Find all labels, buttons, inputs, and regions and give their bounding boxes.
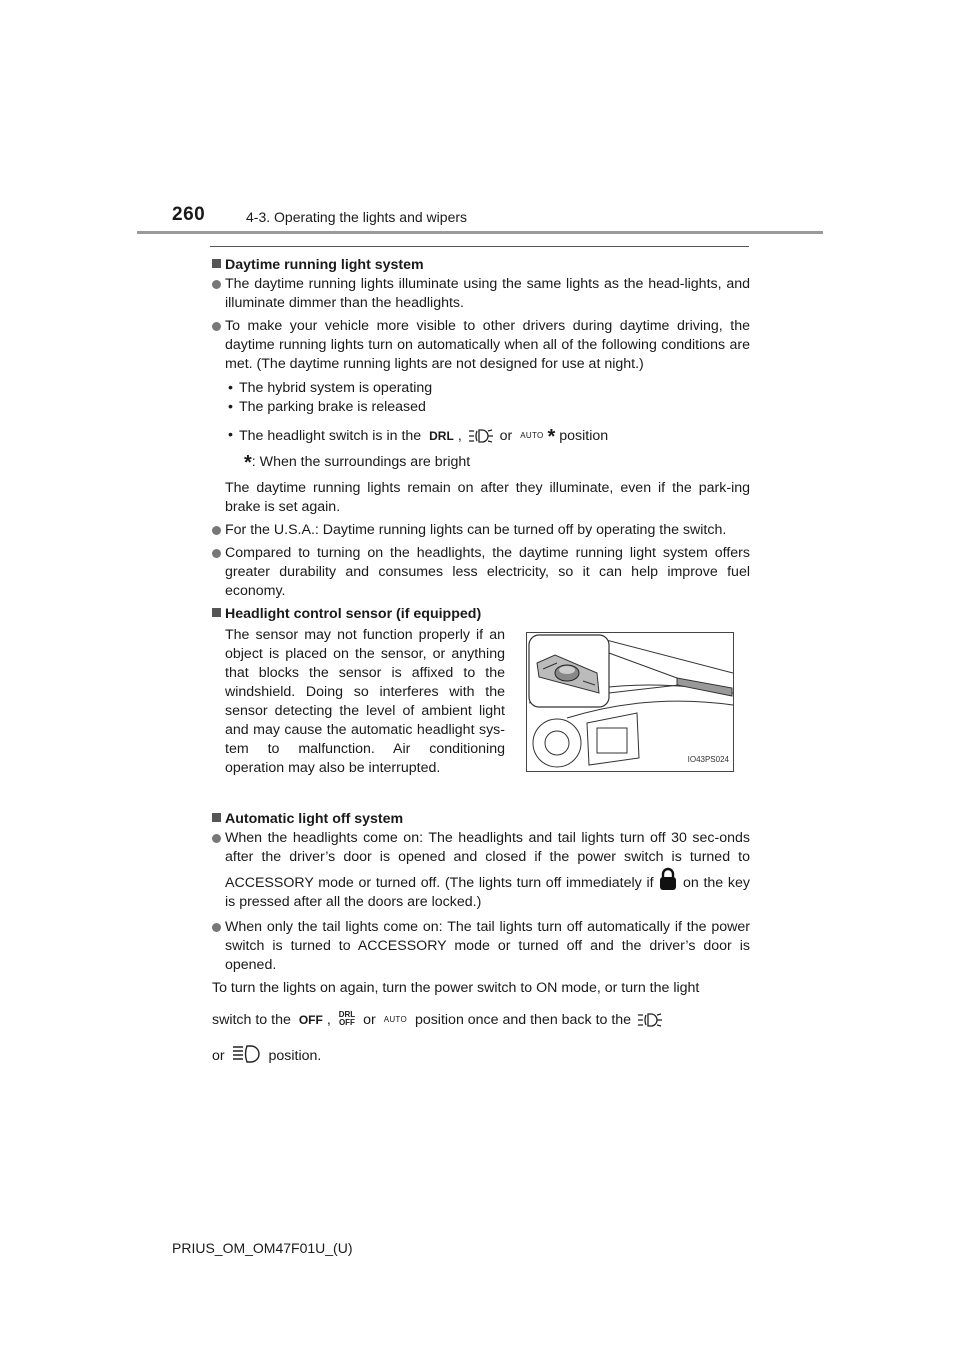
off-switch-label: OFF [298, 1013, 323, 1027]
round-bullet-icon [212, 834, 221, 843]
lock-icon [658, 867, 678, 891]
footnote: *: When the surroundings are bright [244, 452, 471, 474]
page-content [212, 256, 750, 1066]
round-bullet-icon [212, 322, 221, 331]
page-number: 260 [172, 204, 206, 225]
header-rule [137, 231, 823, 234]
daytime-bullet-3: For the U.S.A.: Daytime running lights can be turned off by operating the switch. [212, 521, 750, 540]
round-bullet-icon [212, 923, 221, 932]
sensor-section [212, 626, 750, 806]
daytime-bullet-2: To make your vehicle more visible to other drivers during daytime driving, the daytime running lights turn on automatically when all of the following conditions are met. (The daytime running lights are not designed for use at night.) [212, 317, 750, 374]
section-title: 4-3. Operating the lights and wipers [246, 209, 468, 225]
daytime-note: The daytime running lights remain on after they illuminate, even if the park-ing brake is set again. [225, 480, 750, 515]
page-header [0, 0, 960, 240]
sensor-text: The sensor may not function properly if an object is placed on the sensor, or anything that blocks the sensor is affixed to the windshield. Doing so interferes with the sensor detecting the level of ambient light and may cause the automatic headlight sys-tem to malfunction. Air conditioning operation may also be interrupted. [225, 627, 505, 776]
headlight-icon [635, 1012, 665, 1028]
daytime-bullet-1: The daytime running lights illuminate using the same lights as the head-lights, and illuminate dimmer than the headlights. [212, 275, 750, 313]
auto-switch-label: AUTO [520, 431, 544, 440]
headlight-icon [466, 428, 496, 444]
autooff-bullet-2: When only the tail lights come on: The tail lights turn off automatically if the power switch is turned to ACCESSORY mode or turned off and the driver’s door is opened. [212, 918, 750, 975]
autooff-bullet-1: When the headlights come on: The headlights and tail lights turn off 30 sec-onds after the driver’s door is opened and closed if the power switch is turned to ACCESSORY mode or turned off. (The lights turn off immediately if on the key is pressed after all the doors are locked.) [212, 829, 750, 912]
relight-text-2: switch to the OFF , DRL OFF or AUTO position once and then back to the [212, 1010, 750, 1030]
round-bullet-icon [212, 549, 221, 558]
document-code: PRIUS_OM_OM47F01U_(U) [172, 1240, 353, 1256]
sensor-figure [526, 632, 734, 772]
condition-3: • The headlight switch is in the DRL , or AUTO * position [228, 426, 609, 448]
condition-1: • The hybrid system is operating [228, 380, 433, 396]
autooff-heading: Automatic light off system [212, 810, 750, 829]
drl-off-switch-label: DRL OFF [338, 1010, 356, 1027]
condition-2: • The parking brake is released [228, 399, 426, 415]
daytime-bullet-4: Compared to turning on the headlights, the daytime running light system offers greater durability and consumes less electricity, so it can help improve fuel economy. [212, 544, 750, 601]
auto-switch-label: AUTO [383, 1015, 407, 1024]
asterisk: * [547, 426, 556, 448]
relight-text-1: To turn the lights on again, turn the power switch to ON mode, or turn the light [212, 980, 700, 996]
daytime-heading: Daytime running light system [212, 256, 750, 275]
relight-text-3: or position. [212, 1044, 750, 1066]
drl-switch-label: DRL [429, 429, 454, 443]
square-bullet-icon [212, 608, 221, 617]
high-beam-icon [229, 1044, 265, 1064]
square-bullet-icon [212, 259, 221, 268]
content-rule [210, 246, 749, 247]
sensor-heading: Headlight control sensor (if equipped) [212, 605, 750, 624]
round-bullet-icon [212, 526, 221, 535]
round-bullet-icon [212, 280, 221, 289]
square-bullet-icon [212, 813, 221, 822]
figure-id: IO43PS024 [687, 755, 729, 764]
